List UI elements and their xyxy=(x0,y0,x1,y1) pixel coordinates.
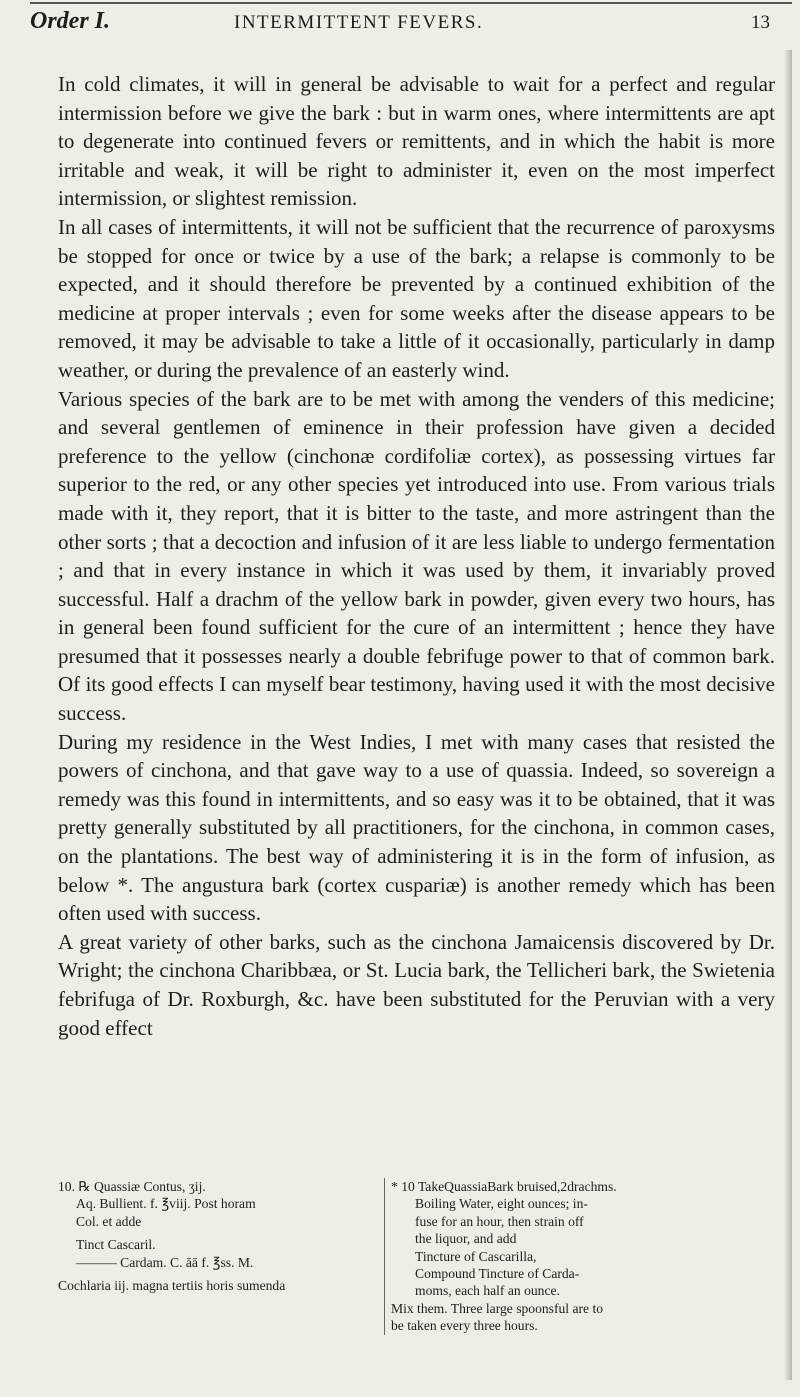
prescription-line: the liquor, and add xyxy=(415,1231,517,1247)
page-header xyxy=(30,8,770,44)
prescription-line: fuse for an hour, then strain off xyxy=(415,1213,584,1229)
prescription-line: Aq. Bullient. f. ℥viij. Post horam xyxy=(76,1196,256,1212)
paragraph: A great variety of other barks, such as the cinchona Jamaicensis discovered by Dr. Wright; the cinchona Charibbæa, or St. Lucia bark, the Tellicheri bark, the Swietenia febrifuga of Dr. Roxburgh, &c. have been substituted for the Peruvian with a very good effect xyxy=(58,929,775,1040)
prescription-line: Col. et adde xyxy=(76,1213,142,1229)
top-rule xyxy=(30,2,792,4)
paragraph: Various species of the bark are to be met with among the venders of this medicine; and several gentlemen of eminence in their profession have given a decided preference to the yellow (cinchonæ cordifoliæ cortex), as possessing virtues far superior to the red, or any other species yet introduced into use. From various trials made with it, they report, that it is bitter to the taste, and more astringent than the other sorts ; that a decoction and infusion of it are less liable to undergo fermentation ; and that in every instance in which it was used by them, it invariably proved successful. Half a drachm of the yellow bark in powder, given every two hours, has in general been found sufficient for the cure of an intermittent ; hence they have presumed that it possesses nearly a double febrifuge power to that of common bark. Of its good effects I can myself bear testimony, having used it with the most decisive success. xyxy=(58,386,775,726)
page-number: 13 xyxy=(751,12,770,33)
main-text xyxy=(58,70,775,1042)
prescription-line: moms, each half an ounce. xyxy=(415,1283,560,1299)
latin-prescription xyxy=(58,1178,385,1335)
english-prescription xyxy=(385,1178,780,1335)
paragraph: In cold climates, it will in general be advisable to wait for a perfect and regular intermission before we give the bark : but in warm ones, where intermittents are apt to degenerate into continued fevers or remittents, and in which the habit is more irritable and weak, it will be right to administer it, even on the most imperfect intermission, or slightest remission. xyxy=(58,72,775,211)
prescription-line: * 10 TakeQuassiaBark bruised,2drachms. xyxy=(391,1179,617,1194)
prescription-line: Boiling Water, eight ounces; in- xyxy=(415,1196,588,1212)
prescription-line: Tinct Cascaril. xyxy=(76,1237,156,1253)
prescription-line: Tincture of Cascarilla, xyxy=(415,1248,537,1264)
prescription-line: ——— Cardam. C. āā f. ℥ss. M. xyxy=(76,1254,254,1270)
prescription-line: 10. ℞ Quassiæ Contus, ʒij. xyxy=(58,1179,206,1194)
paragraph: During my residence in the West Indies, I met with many cases that resisted the powers of cinchona, and that gave way to a use of quassia. Indeed, so sovereign a remedy was this found in intermittents, and so easy was it to be obtained, that it was pretty generally substituted by all practitioners, for the cinchona, in common cases, on the plantations. The best way of administering it is in the form of infusion, as below *. The angustura bark (cortex cuspariæ) is another remedy which has been often used with success. xyxy=(58,729,775,926)
running-head-title: INTERMITTENT FEVERS. xyxy=(234,12,484,33)
prescription-line: Compound Tincture of Carda- xyxy=(415,1266,580,1282)
prescription-line: Cochlaria iij. magna tertiis horis sumenda xyxy=(58,1278,286,1294)
page-edge-shadow xyxy=(784,50,792,1380)
prescription-line: be taken every three hours. xyxy=(391,1318,538,1334)
footnotes xyxy=(58,1178,780,1335)
paragraph: In all cases of intermittents, it will not be sufficient that the recurrence of paroxysms be stopped for once or twice by a use of the bark; a relapse is commonly to be expected, and it should therefore be prevented by a continued exhibition of the medicine at proper intervals ; even for some weeks after the disease appears to be removed, it may be advisable to take a little of it occasionally, particularly in damp weather, or during the prevalence of an easterly wind. xyxy=(58,214,775,382)
running-head-order: Order I. xyxy=(30,8,111,34)
prescription-line: Mix them. Three large spoonsful are to xyxy=(391,1300,604,1316)
